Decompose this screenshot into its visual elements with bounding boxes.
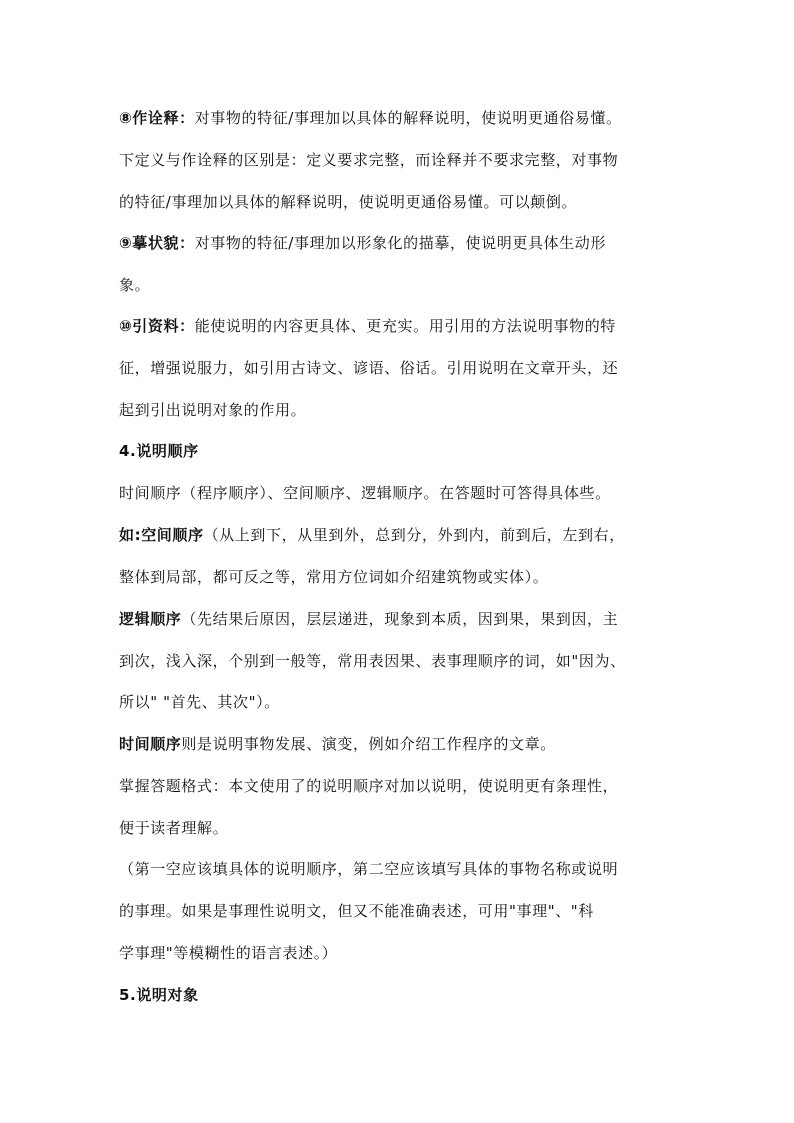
p9-text-1: 对事物的特征/事理加以形象化的描摹，使说明更具体生动形 bbox=[194, 234, 606, 252]
s4-logic-line-3: 所以" "首先、其次"）。 bbox=[119, 693, 280, 711]
p8-line-2: 下定义与作诠释的区别是：定义要求完整，而诠释并不要求完整，对事物 bbox=[119, 151, 619, 169]
section-4-heading: 4.说明顺序 bbox=[119, 442, 199, 460]
logic-label: 逻辑顺序 bbox=[119, 610, 182, 628]
p10-text-1: 能使说明的内容更具体、更充实。用引用的方法说明事物的特 bbox=[194, 317, 616, 335]
p10-label: ⑩引资料： bbox=[119, 317, 195, 335]
s4-note-line-3: 学事理"等模糊性的语言表述。） bbox=[119, 944, 338, 962]
s4-logic-line-2: 到次，浅入深，个别到一般等，常用表因果、表事理顺序的词，如"因为、 bbox=[119, 652, 626, 670]
s4-note-line-2: 的事理。如果是事理性说明文，但又不能准确表述，可用"事理"、"科 bbox=[119, 902, 594, 920]
spatial-text-1: （从上到下，从里到外，总到分，外到内，前到后，左到右， bbox=[203, 526, 625, 544]
p8-line-3: 的特征/事理加以具体的解释说明，使说明更通俗易懂。可以颠倒。 bbox=[119, 193, 578, 211]
s4-line-1: 时间顺序（程序顺序）、空间顺序、逻辑顺序。在答题时可答得具体些。 bbox=[119, 484, 611, 502]
p10-line-2: 征，增强说服力，如引用古诗文、谚语、俗话。引用说明在文章开头，还 bbox=[119, 359, 619, 377]
s4-logic-line-1 bbox=[119, 609, 618, 629]
p8-label: ⑧作诠释： bbox=[119, 109, 195, 127]
s4-spatial-line-1 bbox=[119, 525, 625, 545]
p10-line-1 bbox=[119, 316, 616, 336]
time-text-1: 则是说明事物发展、演变，例如介绍工作程序的文章。 bbox=[181, 735, 556, 753]
p9-line-2: 象。 bbox=[119, 276, 151, 294]
s4-time-line bbox=[119, 734, 556, 754]
p8-line-1 bbox=[119, 108, 622, 128]
logic-text-1: （先结果后原因，层层递进，现象到本质，因到果，果到因，主 bbox=[181, 610, 619, 628]
s4-format-line-1: 掌握答题格式：本文使用了的说明顺序对加以说明，使说明更有条理性， bbox=[119, 777, 619, 795]
spatial-label: 如:空间顺序 bbox=[119, 526, 204, 544]
s4-format-line-2: 便于读者理解。 bbox=[119, 819, 229, 837]
time-label: 时间顺序 bbox=[119, 735, 182, 753]
p10-line-3: 起到引出说明对象的作用。 bbox=[119, 401, 307, 419]
p8-text-1: 对事物的特征/事理加以具体的解释说明，使说明更通俗易懂。 bbox=[194, 109, 622, 127]
s4-spatial-line-2: 整体到局部，都可反之等，常用方位词如介绍建筑物或实体）。 bbox=[119, 568, 549, 586]
p9-label: ⑨摹状貌： bbox=[119, 234, 195, 252]
s4-note-line-1: （第一空应该填具体的说明顺序，第二空应该填写具体的事物名称或说明 bbox=[119, 860, 619, 878]
p9-line-1 bbox=[119, 233, 606, 253]
section-5-heading: 5.说明对象 bbox=[119, 986, 199, 1004]
